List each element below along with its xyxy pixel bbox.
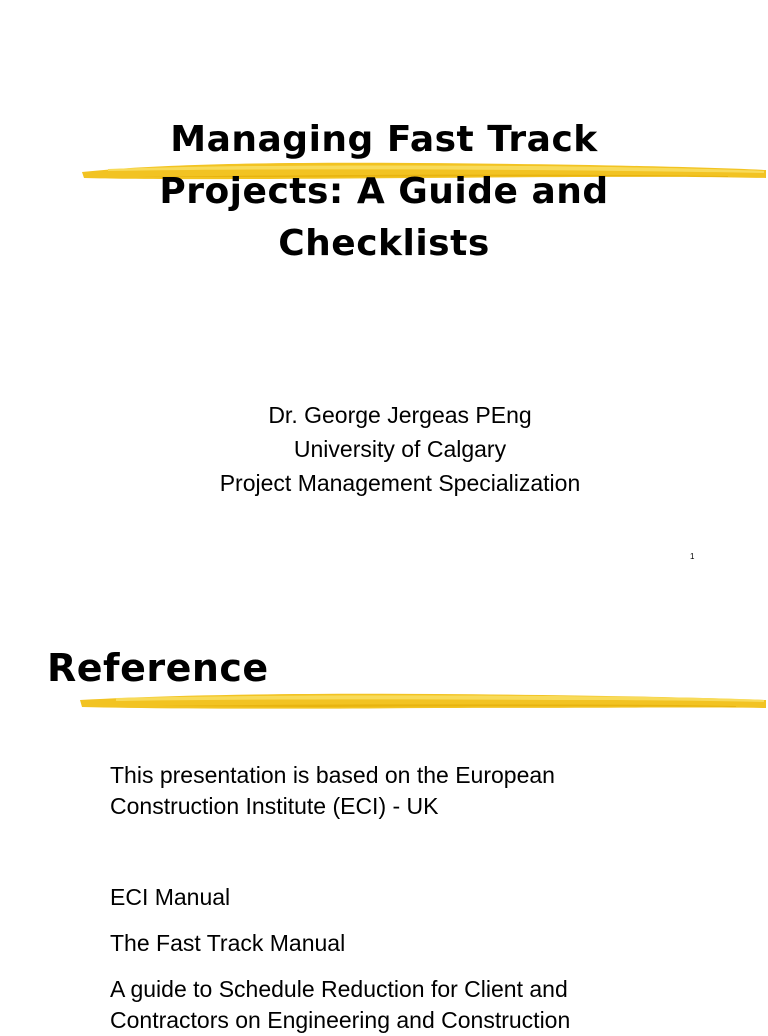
body-paragraph xyxy=(110,882,750,913)
slide-title: Reference xyxy=(47,646,269,690)
slide-title-line: Projects: A Guide and xyxy=(159,171,609,212)
body-line: A guide to Schedule Reduction for Client and xyxy=(110,976,568,1002)
body-line: Construction Institute (ECI) - UK xyxy=(110,793,439,819)
body-paragraph xyxy=(110,928,750,959)
slide-2 xyxy=(0,600,768,1033)
slide-title-line: Checklists xyxy=(278,223,490,264)
body-line: This presentation is based on the European xyxy=(110,762,555,788)
body-line: The Fast Track Manual xyxy=(110,930,346,956)
author-department: Project Management Specialization xyxy=(219,470,581,496)
author-name: Dr. George Jergeas PEng xyxy=(268,402,532,428)
body-line: Contractors on Engineering and Construction xyxy=(110,1007,571,1033)
slide-title-line: Managing Fast Track xyxy=(170,119,598,160)
slide-title xyxy=(0,114,768,270)
body-paragraph xyxy=(110,760,750,822)
body-paragraph xyxy=(110,974,750,1036)
author-block xyxy=(0,398,768,500)
slide-number: 1 xyxy=(690,552,695,561)
author-affiliation: University of Calgary xyxy=(293,436,507,462)
body-line: ECI Manual xyxy=(110,884,231,910)
